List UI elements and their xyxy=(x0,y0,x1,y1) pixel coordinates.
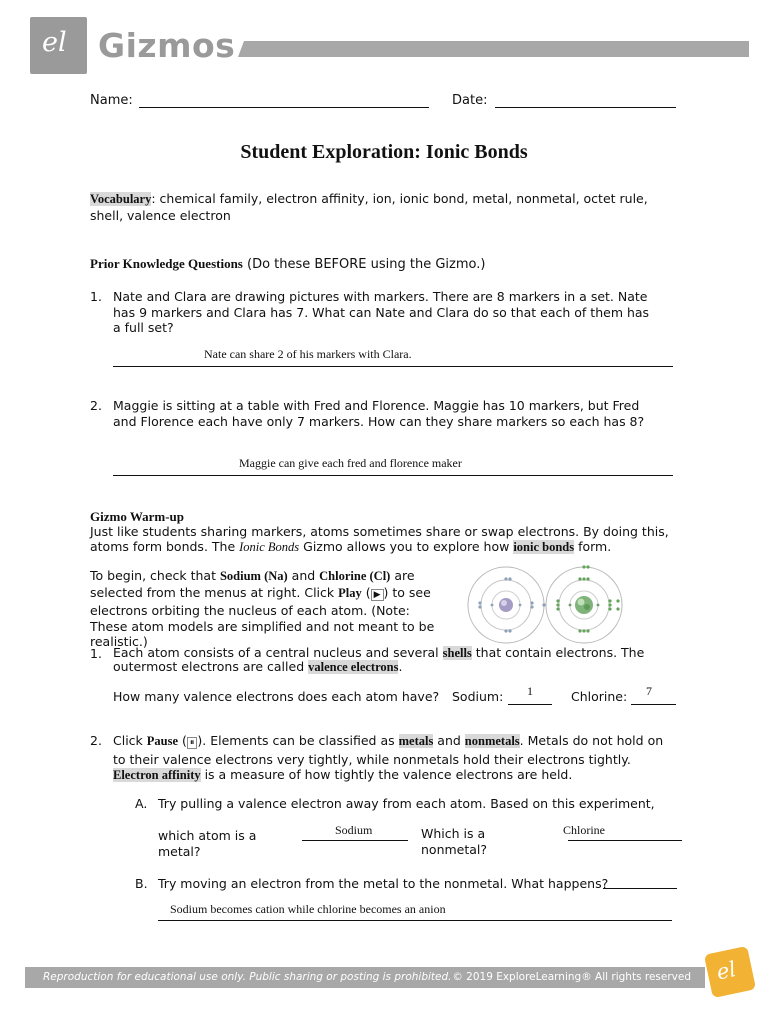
warmup-q2-number: 2. xyxy=(90,733,102,748)
sodium-label: Sodium: xyxy=(452,689,504,704)
footer-copyright: © 2019 ExploreLearning® All rights reserved xyxy=(452,971,691,983)
name-label: Name: xyxy=(90,93,133,108)
nonmetal-question: Which is a nonmetal? xyxy=(421,826,488,857)
qb-answer-line[interactable] xyxy=(158,920,672,921)
prior-q2-answer: Maggie can give each fred and florence maker xyxy=(239,456,462,470)
warmup-intro: Just like students sharing markers, atoms sometimes share or swap electrons. By doing this, atoms form bonds. The Ionic Bonds Gizmo allows you to explore how ionic bonds form. xyxy=(90,524,669,554)
metal-answer: Sodium xyxy=(335,823,373,837)
header-bar xyxy=(238,41,749,57)
gizmos-logo-icon xyxy=(30,17,87,74)
warmup-q1-text: Each atom consists of a central nucleus and several shells that contain electrons. The outermost electrons are called valence electrons. xyxy=(113,645,645,674)
prior-q1-answer-line[interactable] xyxy=(113,366,673,367)
date-label: Date: xyxy=(452,93,488,108)
sodium-answer-line[interactable] xyxy=(508,704,552,705)
nonmetal-answer-line[interactable] xyxy=(568,840,682,841)
prior-q1-number: 1. xyxy=(90,289,102,304)
corner-logo-glyph: el xyxy=(714,957,739,985)
explorelearning-logo-icon xyxy=(704,946,756,998)
chlorine-answer: 7 xyxy=(646,684,652,698)
prior-q2-number: 2. xyxy=(90,398,102,413)
prior-q1-answer: Nate can share 2 of his markers with Clara. xyxy=(204,347,412,361)
page-title: Student Exploration: Ionic Bonds xyxy=(240,141,528,163)
prior-knowledge-heading: Prior Knowledge Questions (Do these BEFORE using the Gizmo.) xyxy=(90,256,486,272)
pause-icon: ⏸ xyxy=(187,737,198,749)
chlorine-atom-icon xyxy=(546,565,622,643)
logo-glyph: el xyxy=(42,27,67,58)
warmup-qa-letter: A. xyxy=(135,796,148,811)
warmup-q1-number: 1. xyxy=(90,646,102,661)
vocabulary-label: Vocabulary xyxy=(90,192,152,206)
name-field[interactable] xyxy=(139,107,429,108)
metal-answer-line[interactable] xyxy=(302,840,408,841)
date-field[interactable] xyxy=(495,107,676,108)
play-icon: ▶ xyxy=(371,589,384,601)
vocabulary-terms: chemical family, electron affinity, ion, ionic bond, metal, nonmetal, octet rule, shell, valence electron xyxy=(90,191,648,223)
warmup-instructions: To begin, check that Sodium (Na) and Chlorine (Cl) are selected from the menus at right. Click Play ( ▶ ) to see electrons orbiting the nucleus of each atom. (Note: These atom models are simplified and not meant to be realistic.) xyxy=(90,568,435,649)
atom-models-image xyxy=(466,563,630,647)
warmup-qa-text: Try pulling a valence electron away from each atom. Based on this experiment, xyxy=(158,796,655,811)
sodium-answer: 1 xyxy=(527,684,533,698)
valence-question: How many valence electrons does each atom have? xyxy=(113,689,440,704)
nonmetal-answer: Chlorine xyxy=(563,823,605,837)
prior-q2-answer-line[interactable] xyxy=(113,475,673,476)
warmup-q2-text: Click Pause ( ⏸ ). Elements can be classified as metals and nonmetals. Metals do not hold on to their valence electrons very tightly, while nonmetals hold their electrons tightly. Electron affinity is a measure of how tightly the valence electrons are held. xyxy=(113,733,664,782)
prior-q1-text: Nate and Clara are drawing pictures with markers. There are 8 markers in a set. Nate has 9 markers and Clara has 7. What can Nate and Clara do so that each of them has a full set? xyxy=(113,289,650,335)
sodium-atom-icon xyxy=(468,567,546,643)
metal-question: which atom is a metal? xyxy=(158,828,257,859)
prior-q2-text: Maggie is sitting at a table with Fred and Florence. Maggie has 10 markers, but Fred and Florence each have only 7 markers. How can they share markers so each has 8? xyxy=(113,398,645,429)
qb-answer: Sodium becomes cation while chlorine becomes an anion xyxy=(170,902,446,916)
warmup-qb-letter: B. xyxy=(135,876,148,891)
warmup-heading: Gizmo Warm-up xyxy=(90,509,185,524)
app-name: Gizmos xyxy=(98,26,236,65)
chlorine-label: Chlorine: xyxy=(571,689,628,704)
chlorine-answer-line[interactable] xyxy=(631,704,676,705)
warmup-qb-text: Try moving an electron from the metal to the nonmetal. What happens? xyxy=(158,876,609,891)
vocabulary-paragraph: Vocabulary: chemical family, electron affinity, ion, ionic bond, metal, nonmetal, octet rule, shell, valence electron xyxy=(90,191,648,223)
footer-bar xyxy=(25,967,705,988)
footer-disclaimer: Reproduction for educational use only. Public sharing or posting is prohibited. xyxy=(43,971,452,983)
qb-inline-line[interactable] xyxy=(603,888,677,889)
